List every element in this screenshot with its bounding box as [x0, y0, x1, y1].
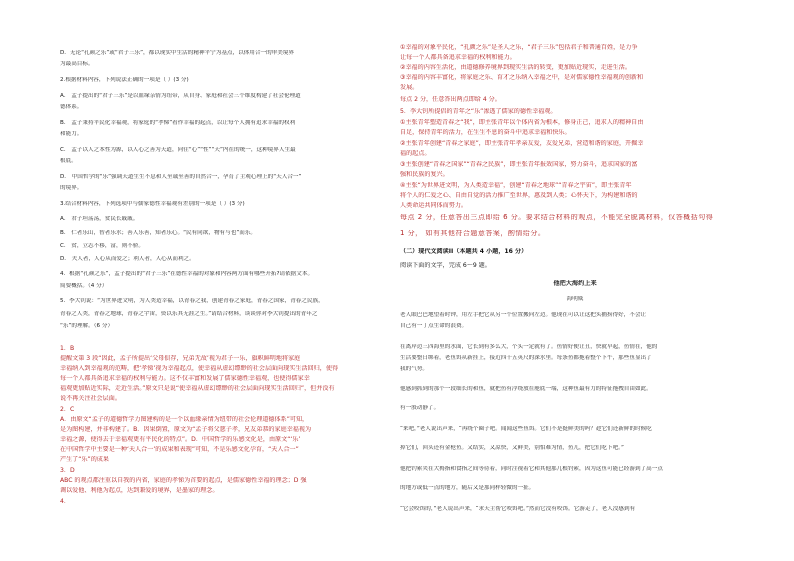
- answer-line: 是为图构建，并非构建了。B．因果倒置，原文为“孟子将父慈子孝，兄友弟恭的家庭幸福视为: [60, 426, 312, 433]
- section-title: （二）现代文阅读II（本题共 4 小题，16 分）: [400, 248, 528, 255]
- passage-line: 他感到抓到的那个一段细长的和鱼，就把鱼有浮绕放在舱底一端，这种鱼最有力的特征拖拽自由如此。: [400, 386, 652, 392]
- passage-line: 生活要整日绑着，老鱼饵从新挂上，接近四十五英尺的深水里。每条鱼都拖着整个下午，那些鱼显出了: [400, 355, 652, 361]
- answer-line: 调以爱他、利他为起点，达到兼爱的境界，是墨家的理念。: [60, 487, 219, 494]
- answer-line: 将个人的仁爱之心、自由自觉的活力推广至世界，惠及到人类；心怀天下，为构建和谐的: [400, 192, 638, 199]
- q2-option-c: C． 孟子以人之本性为源，以人心之善为天道，向往“心”“性”“天”内在的统一，这种境界人生最: [60, 147, 296, 153]
- left-text-line: “乐”的理解。（6 分）: [60, 323, 114, 329]
- q3-option-c: C． 贫，立志不移，富，则不骄。: [60, 243, 144, 249]
- passage-line: 的地方或低一点的地方，随后又是那同样轻微的一扯。: [400, 485, 535, 491]
- answer-line: 幸福纳入到幸福观的范畴，把‘孝悌’视为幸福起点，使幸福从虚幻缥缈的社会层面向现实生活回归，使得: [60, 365, 339, 372]
- left-text-line: 简要概括。（4 分）: [60, 283, 108, 289]
- answer-line: 人类命运共同体而努力。: [400, 202, 468, 209]
- scoring-note: 1 分， 如有其他符合题意答案，酌情给分。: [400, 230, 546, 237]
- left-text-line: 青春之人类，青春之地球，青春之宇宙，资以乐其无涯之生。”请结合材料，谈谈你对李大钊提出的青年之: [60, 311, 318, 317]
- answer-line: 幸福之源，使得去于幸福观更有平民化的特点”。D．中国哲学的乐感文化是，由原文“‘乐’: [60, 436, 301, 443]
- answer-line: 福的起点。: [400, 150, 431, 157]
- answer-line: ④主张“为世界进文明，为人类造幸福”，创建“青春之地球”“青春之宇宙”，即主张青年: [400, 182, 632, 189]
- left-text-line: 根底。: [60, 158, 77, 164]
- answer-5: 5．李大钊所提倡的青年之“乐”渗透了儒家的德性幸福观。: [400, 108, 557, 115]
- answer-1: 1．B: [60, 345, 75, 352]
- answer-3: 3．D: [60, 467, 75, 474]
- q3-option-d: D． 夫人者，人心从而爱之；利人者，人心从而利之。: [60, 256, 195, 262]
- passage-line: 老人眼巴巴地望着时钟，用左手把它从另一个位置搬向左边。他现在可以让这把头捕捞得好，不会让: [400, 312, 647, 318]
- answer-line: 每一个人都具备追求幸福的权利与能力。这不仅丰富和发展了儒家德性幸福观，也使得儒家幸: [60, 375, 310, 382]
- scoring-note: 每点 2 分，任意答出两点即给 4 分。: [400, 96, 501, 103]
- left-text-line: 和能力。: [60, 131, 83, 137]
- left-text-line: 的境界。: [60, 185, 83, 191]
- passage-line: 掉它们，回头还有金枪鱼。又结实，又凉快，又鲜美，别怕难为情，鱼儿，把它们吃下吧。”: [400, 445, 624, 451]
- left-text-line: 为最高目标。: [60, 61, 94, 67]
- passage-line: “它会咬饵的，”老人说出声来，“求天主帮它咬饵吧。”然而它没有咬饵。它游走了，老人没感到有: [400, 506, 636, 512]
- passage-line: 他把钓索夹在大拇指和食指之间等待着，同时注视着它和其他那几根钓索，因为这鱼可能已经游到了高一点: [400, 466, 663, 472]
- answer-line: 在中国哲学中主要是一种‘天人合一’的成果和表现”可知，不是乐感文化孕育，“天人合一”: [60, 446, 299, 453]
- answer-line: A．由原文“孟子的道德哲学力图建构的是一个以血缘亲情为纽带的社会伦理道德体系”可知，: [60, 416, 309, 423]
- answer-2: 2．C: [60, 406, 75, 413]
- q3-option-a: A． 君子坦荡荡，贫民长戚戚。: [60, 216, 139, 222]
- answer-line: ③幸福的内容丰富化，将家庭之乐、育才之乐纳入幸福之中，是对儒家德性幸福观的创新和: [400, 74, 644, 81]
- answer-line: ②幸福的内容生活化，由道德修养境界到现实生活的转变，更加贴近现实，走进生活。: [400, 64, 631, 71]
- answer-line: ②主张青年创建“青春之家庭”，即主张青年孝亲友爱，友爱兄弟，营造和谐的家庭，开掘幸: [400, 140, 644, 147]
- answer-line: 说不再关注社会层面。: [60, 395, 121, 402]
- passage-line: 我的气势。: [400, 366, 428, 372]
- answer-line: 福观更加贴近实际，走近生活。”原文只是说“使幸福从虚幻缥缈的社会层面向现实生活回归”，但并没有: [60, 385, 335, 392]
- answer-line: 产生了“乐”的成果: [60, 456, 109, 463]
- passage-line: 在离岸边三四海里的水面，它长到有多么大，个头一定就有了。鱼情好便让丑，快就早起，鱼情在，他的: [400, 344, 658, 350]
- q3-option-b: B． 仁者乐山，智者乐水；善人乐善，知者乐心。“民有同欲，物有与也”而乐。: [60, 230, 257, 236]
- left-text-line: D．无论“孔颜之乐”或“君子三乐”，都以现实中生活的精神平宁为基点，以体用合一的审美境界: [60, 50, 295, 56]
- left-text-line: 德体系。: [60, 104, 83, 110]
- answer-line: ①主张青年塑造青春之“我”，即主张青年以个体内省为根本，修身正己，追求人的精神自由: [400, 119, 644, 126]
- answer-line: 发展。: [400, 84, 419, 91]
- question-2-stem: 2.根据材料内容，下列说法正确的一项是（ ）(3 分): [60, 77, 189, 83]
- answer-line: 让每一个人都具备追求幸福的权利和能力。: [400, 54, 516, 61]
- scoring-note: 每点 2 分，任意答出三点即给 6 分。要求结合材料的观点，不能完全脱离材料，仅答概括句得: [400, 214, 714, 221]
- answer-line: 自足，保持青年的活力，在生生不息的奋斗中追求幸福和快乐。: [400, 129, 571, 136]
- passage-author: 海明威: [566, 296, 584, 302]
- q2-option-d: D． 中国哲学的“乐”强调天道生生不息和人至诚至善的自然合一，孕育了主观心理上的“天人合一”: [60, 174, 302, 180]
- passage-title: 他把大海约上来: [553, 280, 597, 287]
- question-3-stem: 3.结合材料内容，下列选项中与儒家德性幸福观有差别的一项是（ ）(3 分): [60, 201, 245, 207]
- answer-line: 强和民族的复兴。: [400, 171, 449, 178]
- answer-line: ③主张创建“青春之国家”“青春之民族”，即主张青年报效国家，努力奋斗，追求国家的富: [400, 161, 638, 168]
- section-intro: 阅读下面的文字，完成 6～9 题。: [400, 262, 491, 269]
- answer-line: ①幸福的对象平民化，“孔颜之乐”是圣人之乐，“君子三乐”包括君子和普通百姓，是力争: [400, 44, 638, 51]
- answer-line: ABC 的观点都注重以自我的内省，家庭的孝悌为首要的起点，是儒家德性幸福的理念；D 强: [60, 477, 307, 484]
- answer-line: 提醒文第 3 段“因此，孟子所提出‘父母俱存，兄弟无故’视为君子一乐，旗帜鲜明地将家庭: [60, 355, 301, 362]
- q2-option-a: A． 孟子提出的“君子三乐”是以血缘亲情为纽带，从自身、家庭和社会三个维度构建了社会伦理道: [60, 93, 301, 99]
- passage-line: 自己有一丁点生命的浪费。: [400, 323, 468, 329]
- answer-4: 4．: [60, 498, 70, 505]
- passage-line: 有一股动静了。: [400, 405, 440, 411]
- question-4-stem: 4．根据“孔颜之乐”，孟子提出的“君子三乐”在德性幸福的对象和内容两方面有哪些开拓?请依据文本。: [60, 271, 314, 277]
- passage-line: “来吧，”老人说出声来，“再绕个圈子吧。闻闻这些鱼饵。它们不是挺鲜美的吗？趁它们还新鲜的时候吃: [400, 426, 652, 432]
- q2-option-b: B． 孟子秉持平民化幸福观，将家庭的“孝悌”看作幸福的起点，以让每个人拥有追求幸福的权利: [60, 120, 296, 126]
- question-5-stem: 5．李大钊说：“为世界进文明，为人类造幸福，以青春之我，创建青春之家庭，青春之国家，青春之民族，: [60, 298, 324, 304]
